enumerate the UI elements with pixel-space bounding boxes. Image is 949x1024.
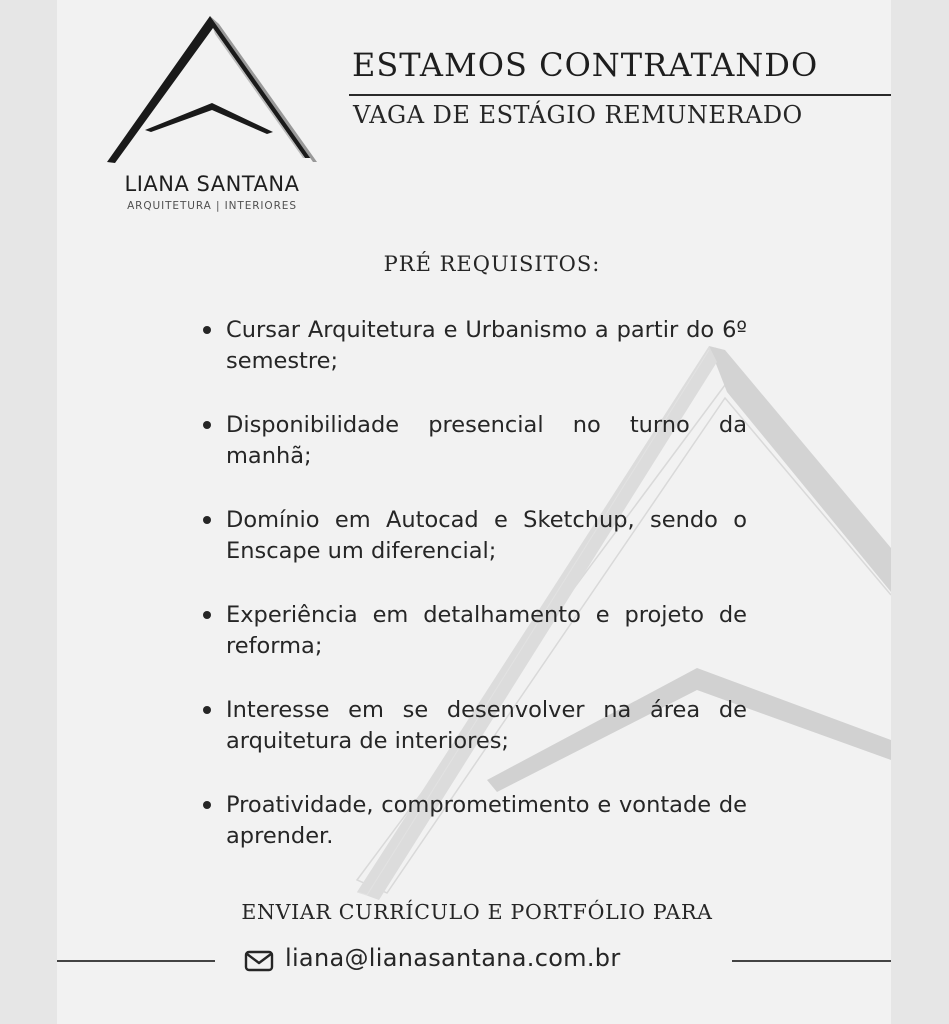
list-item-label: Interesse em se desenvolver na área de arquitetura de interiores; bbox=[226, 697, 747, 754]
list-item bbox=[197, 695, 747, 790]
list-item-label: Cursar Arquitetura e Urbanismo a partir do 6º semestre; bbox=[226, 317, 747, 374]
page-subtitle: VAGA DE ESTÁGIO REMUNERADO bbox=[353, 101, 803, 129]
headline-divider bbox=[349, 94, 891, 96]
list-item bbox=[197, 790, 747, 885]
contact-divider-right bbox=[732, 960, 891, 962]
envelope-icon bbox=[244, 950, 274, 972]
requirements-title: PRÉ REQUISITOS: bbox=[383, 252, 601, 276]
job-poster bbox=[57, 0, 891, 1024]
list-item bbox=[197, 505, 747, 600]
bullet-icon bbox=[203, 421, 211, 429]
list-item-label: Domínio em Autocad e Sketchup, sendo o Enscape um diferencial; bbox=[226, 507, 747, 564]
contact-cta: ENVIAR CURRÍCULO E PORTFÓLIO PARA bbox=[241, 900, 713, 924]
bullet-icon bbox=[203, 516, 211, 524]
bullet-icon bbox=[203, 611, 211, 619]
bullet-icon bbox=[203, 326, 211, 334]
bullet-icon bbox=[203, 706, 211, 714]
triangle-a-logo-icon bbox=[107, 12, 317, 172]
contact-divider-left bbox=[57, 960, 215, 962]
list-item bbox=[197, 410, 747, 505]
brand-name: LIANA SANTANA bbox=[124, 172, 300, 196]
list-item bbox=[197, 600, 747, 695]
brand-tagline: ARQUITETURA | INTERIORES bbox=[127, 200, 297, 212]
list-item-label: Disponibilidade presencial no turno da manhã; bbox=[226, 412, 747, 469]
page-title: ESTAMOS CONTRATANDO bbox=[352, 46, 819, 84]
bullet-icon bbox=[203, 801, 211, 809]
contact-email-link[interactable]: liana@lianasantana.com.br bbox=[285, 944, 621, 972]
list-item bbox=[197, 315, 747, 410]
list-item-label: Experiência em detalhamento e projeto de reforma; bbox=[226, 602, 747, 659]
requirements-list bbox=[197, 315, 747, 885]
brand-logo bbox=[107, 12, 317, 212]
list-item-label: Proatividade, comprometimento e vontade de aprender. bbox=[226, 792, 747, 849]
